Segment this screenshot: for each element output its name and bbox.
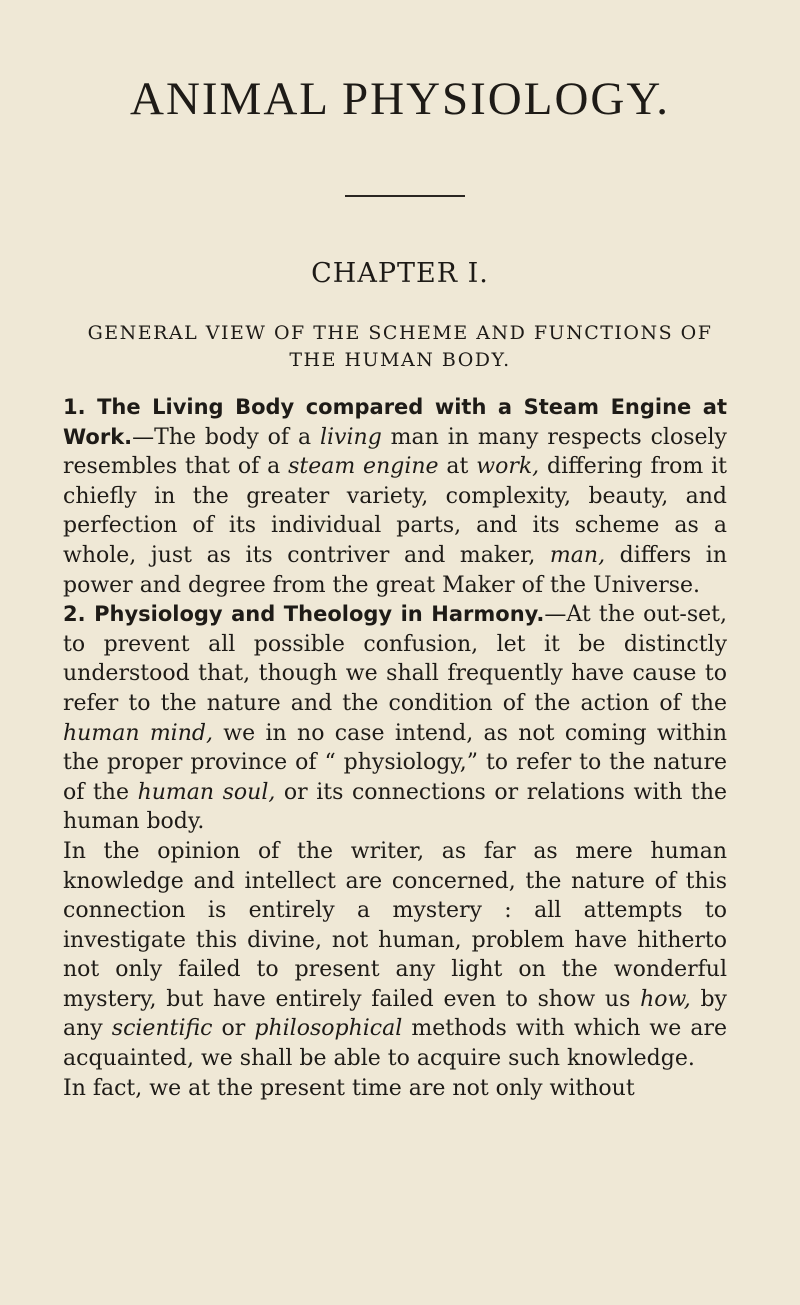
paragraph-text: differing from it chiefly in the greater variety, complexity, beauty, and perfection of its individual parts, and its scheme as a whole, just as its contriver and maker, <box>63 454 727 568</box>
emphasis-text: human soul, <box>137 779 276 805</box>
paragraph-text: at <box>438 454 477 480</box>
paragraph-text: In fact, we at the present time are not only without <box>63 1075 635 1101</box>
divider-rule <box>345 195 465 197</box>
chapter-subtitle: GENERAL VIEW OF THE SCHEME AND FUNCTIONS OF THE HUMAN BODY. <box>87 322 713 371</box>
page-title: ANIMAL PHYSIOLOGY. <box>130 73 670 125</box>
paragraph-text: In the opinion of the writer, as far as mere human knowledge and intellect are concerned, the nature of this connection is entirely a mystery : all attempts to investigate this divine, not human, problem have hitherto not only failed to present any light on the wonderful mystery, but have entirely failed even to show us <box>63 838 727 1012</box>
paragraph-text: we in no case intend, as not coming within the proper province of “ physiology,” to refer to the nature of the <box>63 720 727 805</box>
paragraph-text: differs in power and degree from the great Maker of the Universe. <box>63 542 727 598</box>
paragraph-text: methods with which we are acquainted, we shall be able to acquire such knowledge. <box>63 1016 727 1072</box>
emphasis-text: man, <box>549 542 606 568</box>
paragraph-3 <box>63 837 727 1074</box>
paragraph-text: —At the out-set, to prevent all possible confusion, let it be distinctly understood that, though we shall frequently have cause to refer to the nature and the condition of the action of the <box>63 602 727 716</box>
paragraph-text: or its connections or relations with the human body. <box>63 779 728 835</box>
emphasis-text: philosophical <box>254 1016 403 1042</box>
emphasis-text: living <box>319 424 382 450</box>
emphasis-text: how, <box>640 986 691 1012</box>
paragraph-text: by any <box>63 986 727 1042</box>
paragraph-text: man in many respects closely resembles that of a <box>63 424 727 480</box>
paragraph-2 <box>63 600 727 837</box>
paragraph-1 <box>63 393 727 600</box>
paragraph-text: —The body of a <box>132 424 320 450</box>
paragraph-text: or <box>212 1016 255 1042</box>
body-text <box>63 393 727 1103</box>
emphasis-text: scientific <box>111 1016 213 1042</box>
emphasis-text: work, <box>476 454 540 480</box>
chapter-heading: CHAPTER I. <box>311 258 489 289</box>
emphasis-text: steam engine <box>288 454 439 480</box>
emphasis-text: human mind, <box>63 720 213 746</box>
paragraph-4 <box>63 1074 727 1104</box>
section-heading-2: 2. Physiology and Theology in Harmony. <box>63 602 545 627</box>
section-heading-1: 1. The Living Body compared with a Steam Engine at Work. <box>63 395 727 449</box>
